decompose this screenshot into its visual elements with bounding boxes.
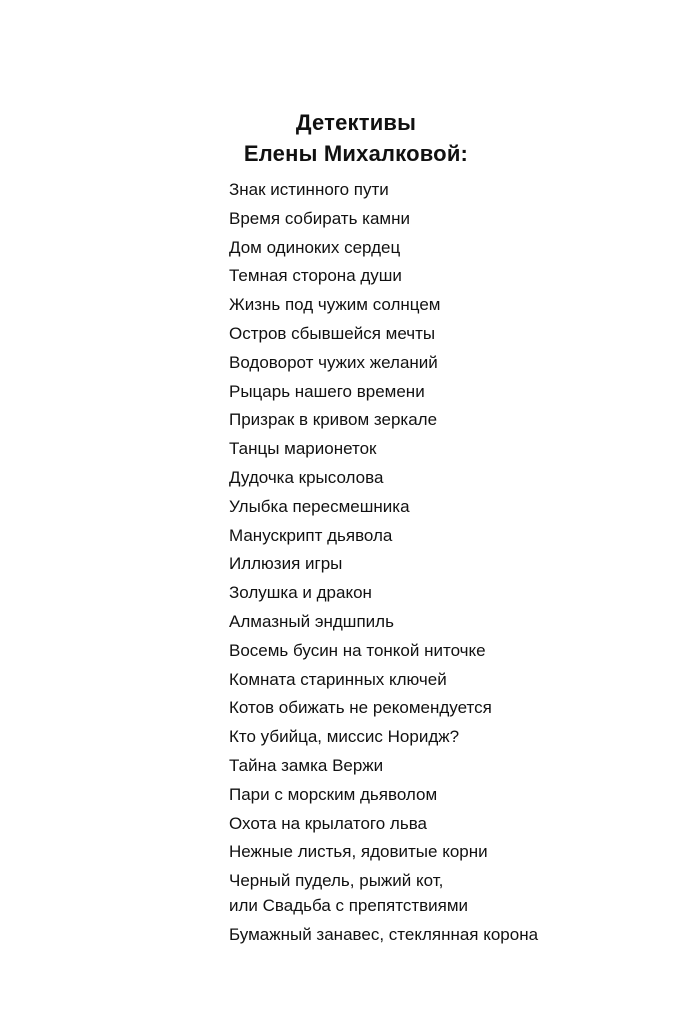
book-title: Улыбка пересмешника <box>229 496 410 516</box>
book-title: Темная сторона души <box>229 266 402 286</box>
book-title: Иллюзия игры <box>229 554 343 574</box>
book-title: Остров сбывшейся мечты <box>229 323 436 343</box>
book-title: Дом одиноких сердец <box>229 237 401 257</box>
book-title-list <box>229 176 538 950</box>
book-title: Пари с морским дьяволом <box>229 784 438 804</box>
book-title-line-2: или Свадьба с препятствиями <box>229 895 469 915</box>
page-heading <box>228 107 484 169</box>
book-title: Котов обижать не рекомендуется <box>229 698 492 718</box>
book-title: Танцы марионеток <box>229 439 377 459</box>
book-title-multiline <box>229 867 538 921</box>
book-title: Восемь бусин на тонкой ниточке <box>229 640 486 660</box>
book-title: Тайна замка Вержи <box>229 755 384 775</box>
book-title: Охота на крылатого льва <box>229 813 427 833</box>
book-title-line-1: Черный пудель, рыжий кот, <box>229 871 444 891</box>
book-title: Жизнь под чужим солнцем <box>229 295 441 315</box>
book-title: Дудочка крысолова <box>229 467 384 487</box>
book-title: Золушка и дракон <box>229 583 372 603</box>
book-title: Знак истинного пути <box>229 180 389 199</box>
book-title: Рыцарь нашего времени <box>229 381 425 401</box>
book-title: Манускрипт дьявола <box>229 525 393 545</box>
book-title: Алмазный эндшпиль <box>229 611 394 631</box>
book-title: Время собирать камни <box>229 208 410 228</box>
book-title: Нежные листья, ядовитые корни <box>229 842 488 862</box>
book-title: Водоворот чужих желаний <box>229 352 438 372</box>
book-title: Комната старинных ключей <box>229 669 447 689</box>
book-title: Кто убийца, миссис Норидж? <box>229 727 460 747</box>
book-title: Призрак в кривом зеркале <box>229 410 438 430</box>
book-title: Бумажный занавес, стеклянная корона <box>229 924 539 944</box>
heading-line-2: Елены Михалковой: <box>243 140 469 166</box>
heading-line-1: Детективы <box>295 109 417 135</box>
